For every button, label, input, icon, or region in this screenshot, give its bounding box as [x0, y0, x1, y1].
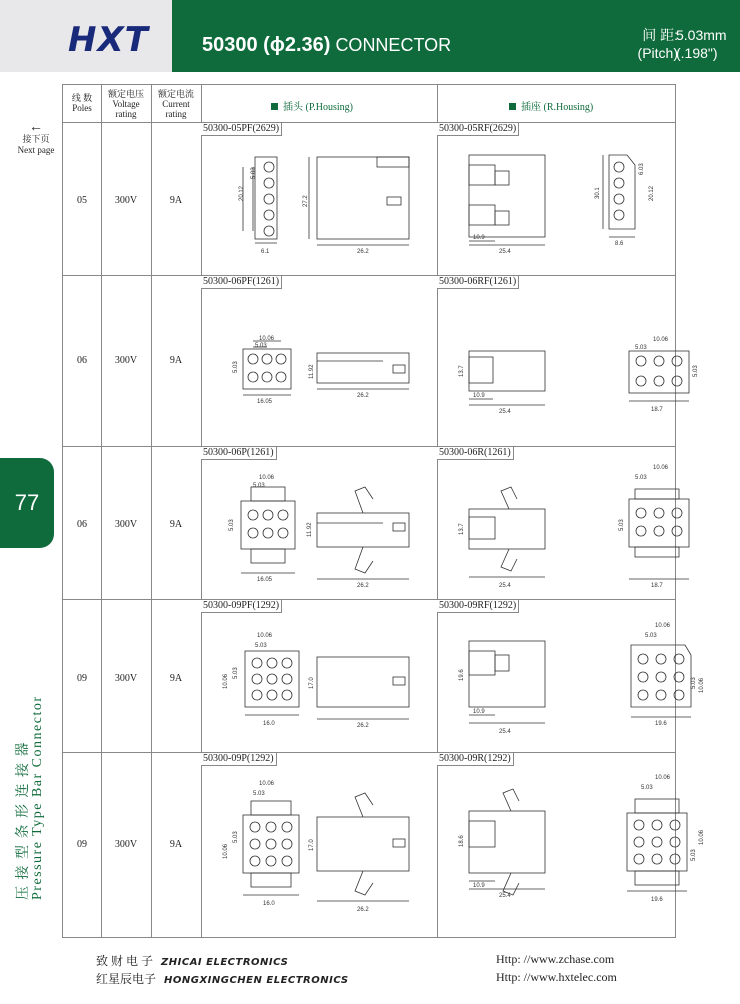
footer-url-1[interactable]: Http: //www.zchase.com: [496, 952, 615, 966]
title-bar: [172, 0, 740, 72]
dim-text: 10.06: [655, 623, 671, 629]
dim-text: 18.6: [459, 835, 465, 847]
dim-text: 5.03: [691, 677, 697, 689]
receptacle-part-number: 50300-06RF(1261): [437, 276, 519, 289]
current-cell: 9A: [169, 839, 183, 850]
dim-text: 5.03: [691, 849, 697, 861]
voltage-cell: 300V: [114, 839, 138, 850]
voltage-cell: 300V: [114, 519, 138, 530]
dim-text: 17.0: [309, 677, 315, 689]
table-header: [63, 85, 675, 123]
footer-url-2[interactable]: Http: //www.hxtelec.com: [496, 970, 617, 984]
poles-cell: 06: [77, 355, 87, 366]
dim-text: 5.03: [635, 345, 647, 351]
dim-text: 10.06: [653, 337, 669, 343]
dim-text: 19.6: [651, 897, 663, 903]
vertical-label-cn: 压 接 型 条 形 连 接 器: [16, 741, 31, 900]
dim-text: 11.92: [309, 364, 315, 379]
dim-text: 10.9: [473, 883, 485, 889]
dim-text: 5.03: [233, 361, 239, 373]
brand-logo: HXT: [68, 20, 149, 60]
dim-text: 11.92: [307, 522, 313, 537]
dim-text: 10.9: [473, 235, 485, 241]
next-page-link[interactable]: [14, 122, 58, 156]
current-cell: 9A: [169, 195, 183, 206]
dim-text: 10.06: [223, 843, 229, 859]
dim-text: 5.03: [619, 519, 625, 531]
title-series: 50300 (: [202, 34, 270, 56]
vertical-category-label: [16, 690, 46, 900]
poles-cell: 05: [77, 195, 87, 206]
pitch-values: [676, 26, 736, 62]
header-current: 额定电流 Current rating: [157, 89, 194, 119]
voltage-cell: 300V: [114, 673, 138, 684]
dim-text: 18.7: [651, 407, 663, 413]
receptacle-part-number: 50300-05RF(2629): [437, 123, 519, 136]
dim-text: 26.2: [357, 583, 369, 589]
receptacle-drawing: [459, 775, 705, 927]
dim-text: 19.6: [459, 669, 465, 681]
dim-text: 25.4: [499, 583, 511, 589]
receptacle-drawing: [459, 321, 699, 421]
dim-text: 10.06: [259, 475, 275, 481]
dim-text: 6.03: [639, 163, 645, 175]
current-cell: 9A: [169, 673, 183, 684]
dim-text: 5.03: [255, 643, 267, 649]
dim-text: 10.06: [259, 781, 275, 787]
dim-text: 26.2: [357, 723, 369, 729]
dim-text: 25.4: [499, 893, 511, 899]
dim-text: 13.7: [459, 523, 465, 535]
dim-text: 27.2: [303, 195, 309, 207]
receptacle-drawing: [459, 465, 679, 595]
dim-text: 16.0: [263, 901, 275, 907]
voltage-cell: 300V: [114, 195, 138, 206]
footer-company-2: 红星辰电子 HONGXINGCHEN ELECTRONICS: [96, 972, 349, 986]
dim-text: 17.0: [309, 839, 315, 851]
current-cell: 9A: [169, 355, 183, 366]
receptacle-part-number: 50300-09RF(1292): [437, 600, 519, 613]
page-footer: [96, 952, 656, 992]
pitch-labels: [638, 26, 678, 62]
plug-drawing: [223, 321, 423, 421]
logo-area: [0, 0, 172, 72]
next-page-en: Next page: [17, 145, 55, 155]
footer-company-1: 致 财 电 子 ZHICAI ELECTRONICS: [96, 954, 289, 968]
poles-cell: 09: [77, 673, 87, 684]
arrow-left-icon: ←: [29, 120, 43, 135]
dim-text: 5.03: [253, 483, 265, 489]
dim-text: 6.1: [261, 249, 270, 255]
dim-text: 5.03: [233, 831, 239, 843]
page-number-tab: 77: [0, 458, 54, 548]
pitch-label-en: (Pitch): [637, 45, 678, 61]
pitch-mm: 5.03mm: [676, 27, 727, 43]
plug-part-number: 50300-09PF(1292): [201, 600, 282, 613]
dim-text: 10.06: [699, 677, 705, 693]
dim-text: 5.03: [251, 167, 257, 179]
dim-text: 19.6: [655, 721, 667, 727]
receptacle-part-number: 50300-06R(1261): [437, 447, 514, 460]
title-suffix: CONNECTOR: [335, 35, 452, 55]
dim-text: 10.06: [257, 633, 273, 639]
dim-text: 5.03: [641, 785, 653, 791]
dim-text: 20.12: [649, 185, 655, 201]
square-bullet-icon: [271, 103, 278, 110]
header-plug-housing: 插头 (P.Housing): [271, 98, 353, 113]
dim-text: 25.4: [499, 729, 511, 735]
receptacle-drawing: [459, 145, 679, 265]
dim-text: 10.06: [655, 775, 671, 781]
dim-text: 10.06: [653, 465, 669, 471]
plug-part-number: 50300-06P(1261): [201, 447, 277, 460]
receptacle-part-number: 50300-09R(1292): [437, 753, 514, 766]
dim-text: 26.2: [357, 393, 369, 399]
header-voltage: 额定电压 Voltage rating: [107, 89, 144, 119]
dim-text: 5.03: [635, 475, 647, 481]
dim-text: 5.03: [693, 365, 699, 377]
plug-drawing: [223, 145, 423, 265]
pitch-label-cn: 间 距:: [642, 27, 678, 43]
header-poles: 线 数 Poles: [71, 93, 93, 113]
dim-text: 10.06: [259, 336, 275, 342]
dim-text: 10.06: [699, 829, 705, 845]
plug-drawing: [223, 627, 423, 747]
page-header: [0, 0, 740, 72]
vertical-label-en: Pressure Type Bar Connector: [30, 695, 45, 900]
plug-drawing: [223, 777, 423, 927]
dim-text: 5.03: [233, 667, 239, 679]
dim-text: 30.1: [595, 187, 601, 199]
dim-text: 8.6: [615, 241, 624, 247]
plug-part-number: 50300-05PF(2629): [201, 123, 282, 136]
connector-table: [62, 84, 705, 938]
receptacle-drawing: [459, 623, 705, 747]
page-title: [202, 34, 451, 57]
dim-text: 25.4: [499, 249, 511, 255]
poles-cell: 06: [77, 519, 87, 530]
dim-text: 10.9: [473, 709, 485, 715]
plug-part-number: 50300-06PF(1261): [201, 276, 282, 289]
dim-text: 5.03: [255, 343, 267, 349]
header-receptacle-housing: 插座 (R.Housing): [509, 98, 593, 113]
dim-text: 25.4: [499, 409, 511, 415]
dim-text: 16.05: [257, 577, 273, 583]
dim-text: 20.12: [239, 185, 245, 201]
title-diameter: ϕ2.36): [269, 34, 331, 56]
dim-text: 5.03: [229, 519, 235, 531]
dim-text: 26.2: [357, 249, 369, 255]
dim-text: 18.7: [651, 583, 663, 589]
square-bullet-icon: [509, 103, 516, 110]
dim-text: 16.0: [263, 721, 275, 727]
dim-text: 16.05: [257, 399, 273, 405]
dim-text: 5.03: [253, 791, 265, 797]
dim-text: 5.03: [645, 633, 657, 639]
dim-text: 10.06: [223, 673, 229, 689]
next-page-cn: 接下页: [22, 134, 50, 144]
pitch-inch: (.198"): [676, 45, 718, 61]
current-cell: 9A: [169, 519, 183, 530]
poles-cell: 09: [77, 839, 87, 850]
plug-part-number: 50300-09P(1292): [201, 753, 277, 766]
dim-text: 26.2: [357, 907, 369, 913]
voltage-cell: 300V: [114, 355, 138, 366]
dim-text: 10.9: [473, 393, 485, 399]
dim-text: 13.7: [459, 365, 465, 377]
plug-drawing: [223, 469, 423, 595]
